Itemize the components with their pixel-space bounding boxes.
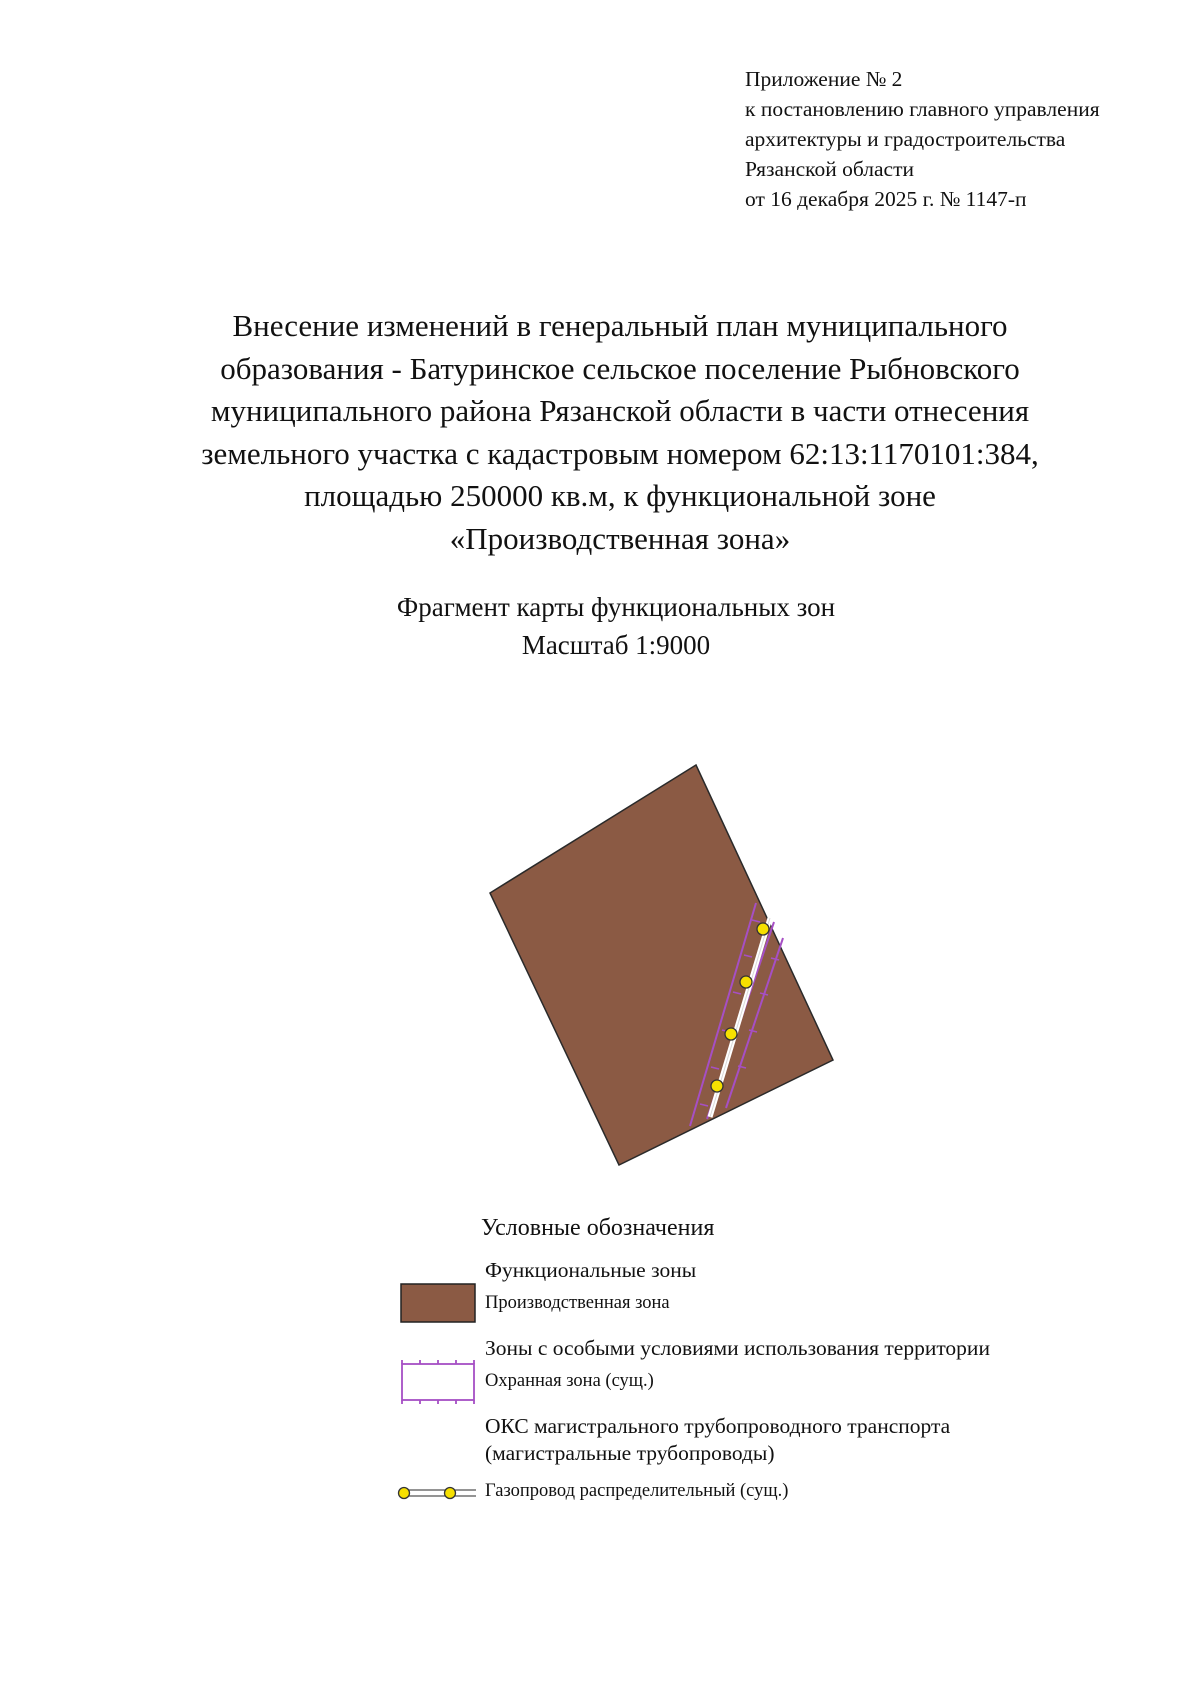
approval-line: архитектуры и градостроительства — [745, 127, 1066, 151]
legend-group-title-line2: (магистральные трубопроводы) — [485, 1441, 775, 1465]
approval-line: к постановлению главного управления — [745, 97, 1100, 121]
title-line: Внесение изменений в генеральный план муниципального — [232, 308, 1008, 343]
map-scale: Масштаб 1:9000 — [521, 630, 711, 660]
legend-item-label: Охранная зона (сущ.) — [485, 1371, 654, 1391]
legend-group-title: Функциональные зоны — [485, 1258, 697, 1282]
legend-group-title: Зоны с особыми условиями использования территории — [485, 1336, 990, 1360]
title-line: образования - Батуринское сельское поселение Рыбновского — [220, 350, 1020, 386]
approval-line: Приложение № 2 — [745, 67, 903, 91]
map-caption-title: Фрагмент карты функциональных зон — [396, 592, 836, 622]
title-line: площадью 250000 кв.м, к функциональной зоне — [304, 478, 936, 513]
title-line: «Производственная зона» — [449, 520, 791, 556]
title-line: муниципального района Рязанской области в части отнесения — [210, 393, 1030, 428]
approval-line: Рязанской области — [745, 157, 914, 181]
legend-gas-pipeline-symbol — [396, 1484, 478, 1502]
title-line: земельного участка с кадастровым номером 62:13:1170101:384, — [201, 435, 1039, 471]
approval-line: от 16 декабря 2025 г. № 1147-п — [745, 187, 1027, 211]
legend-protection-zone-symbol — [400, 1360, 476, 1404]
legend-group-title: ОКС магистрального трубопроводного транспорта — [485, 1414, 951, 1438]
legend-production-zone-swatch — [400, 1283, 476, 1323]
legend-item-label: Производственная зона — [485, 1293, 670, 1313]
legend-heading: Условные обозначения — [481, 1215, 715, 1241]
legend-item-label: Газопровод распределительный (сущ.) — [485, 1481, 789, 1501]
